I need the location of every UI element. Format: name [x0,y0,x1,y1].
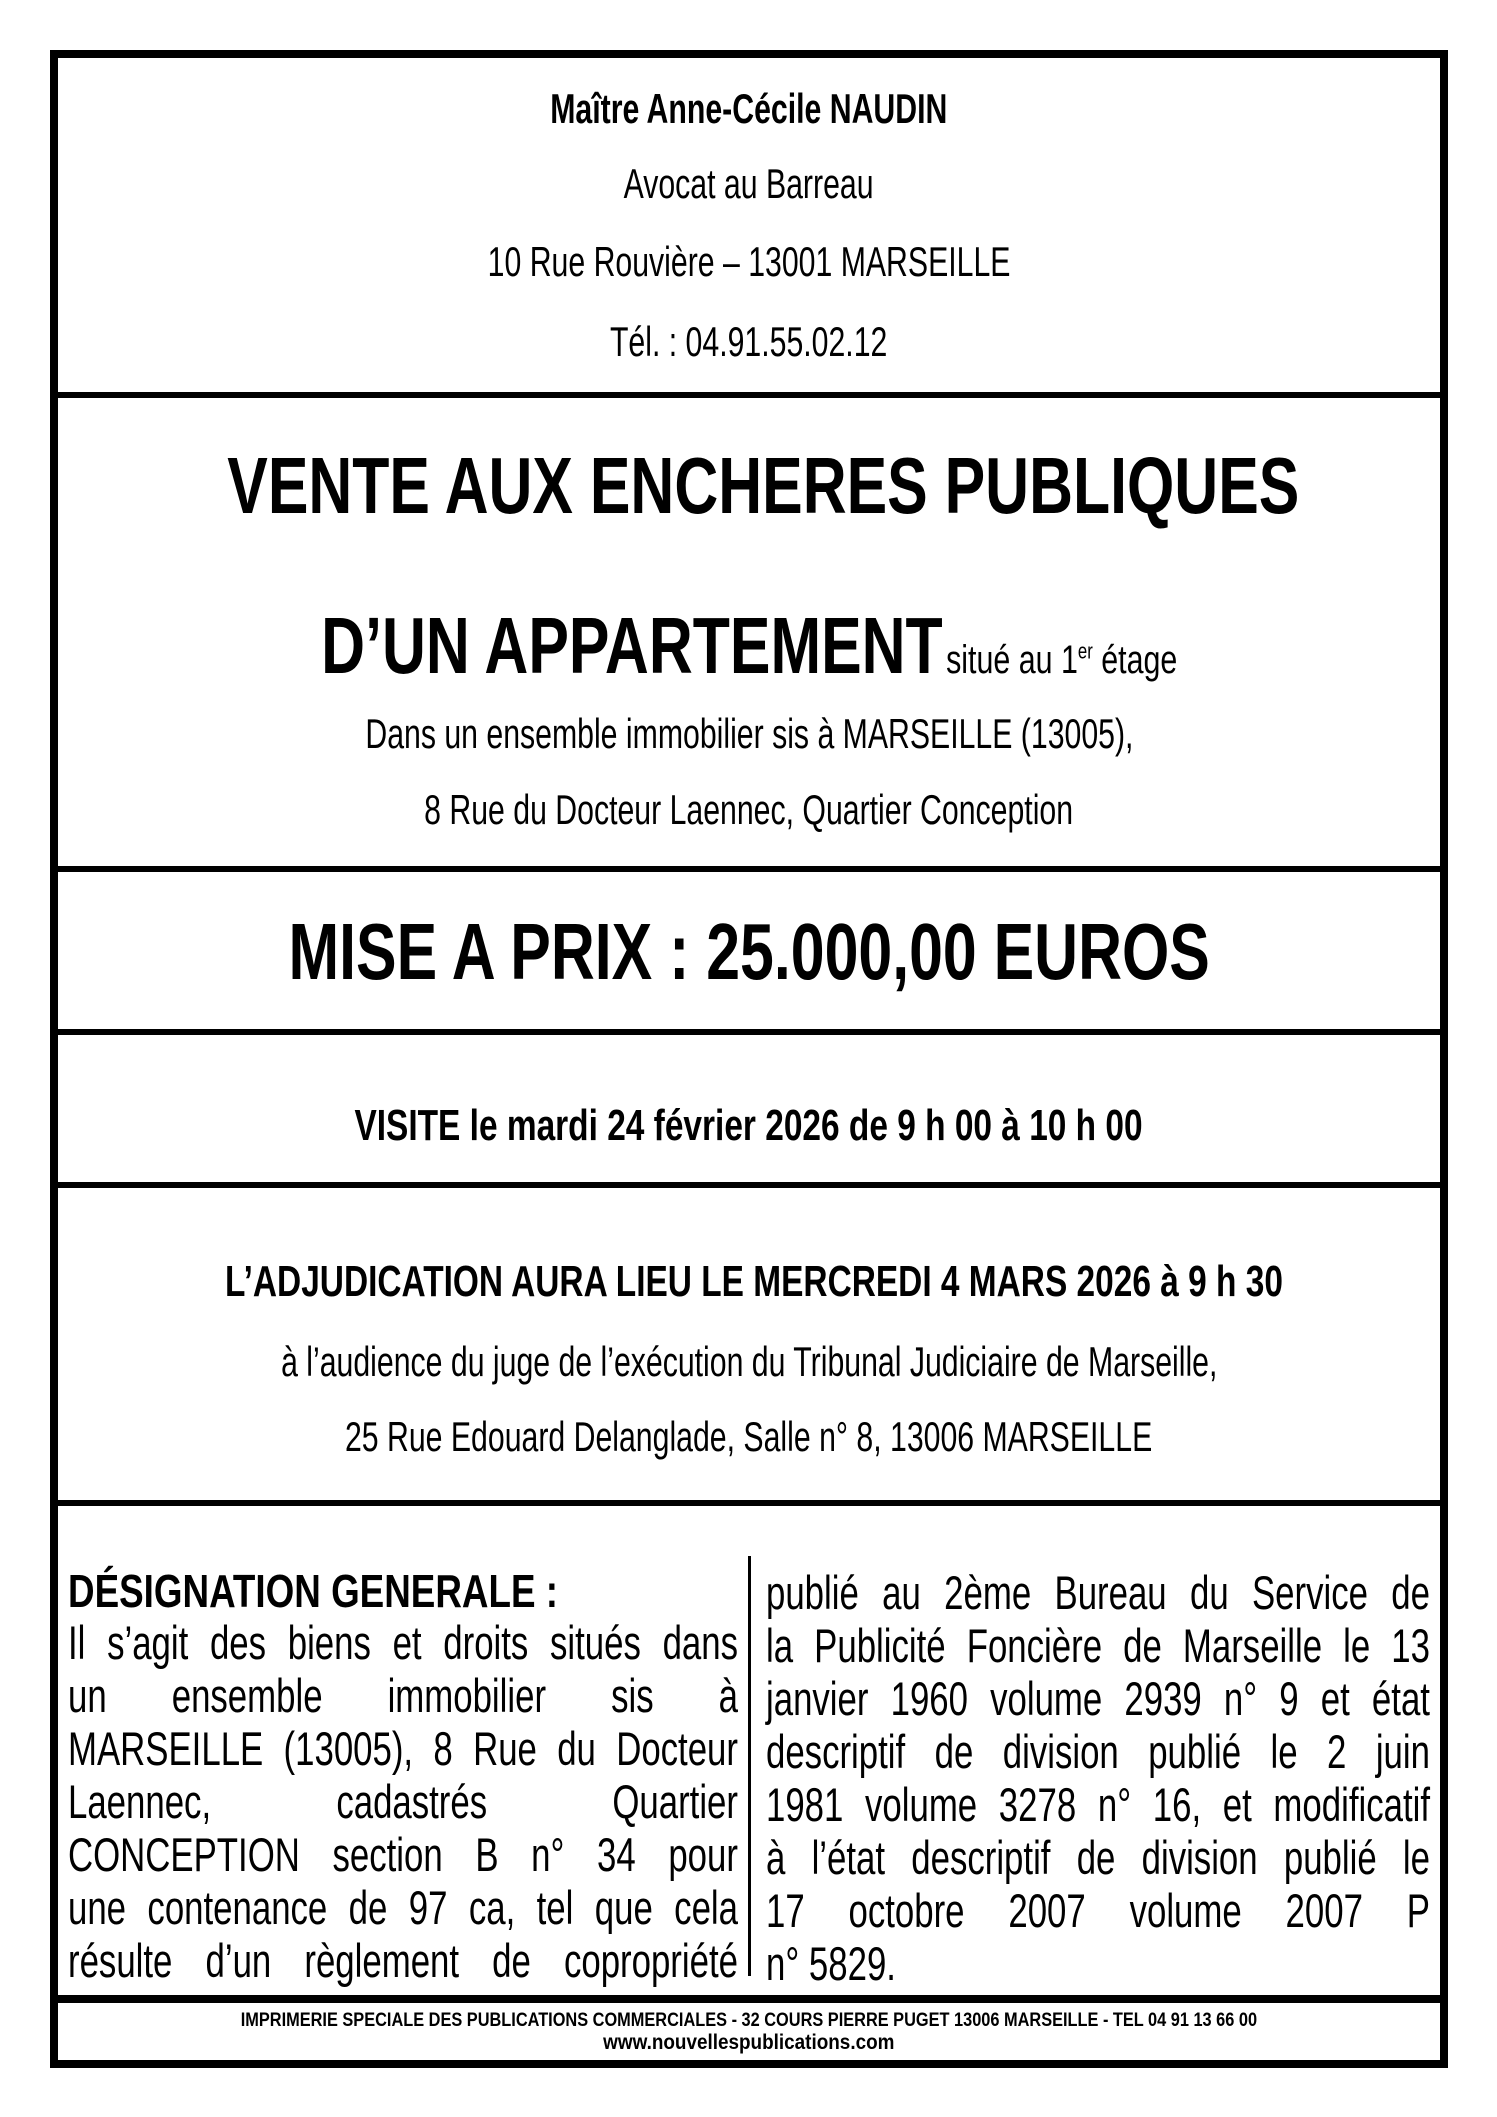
visit-label: VISITE [354,1101,461,1150]
adjudication-court [58,1336,1440,1388]
word: de [1391,1566,1430,1619]
word: volume [1129,1884,1242,1937]
lawyer-name [58,83,1440,135]
designation-line [68,1775,738,1828]
word: Bureau [1054,1566,1167,1619]
word: 17 [766,1884,805,1937]
lawyer-address-text: 10 Rue Rouvière – 13001 MARSEILLE [487,238,1011,285]
floor-info [946,638,1177,682]
word: 2007 [1285,1884,1363,1937]
adjudication-address-text: 25 Rue Edouard Delanglade, Salle n° 8, 13006 MARSEILLE [345,1413,1153,1460]
adjudication-headline [58,1254,1440,1310]
word: 9 [1279,1672,1299,1725]
designation-heading [68,1566,738,1616]
word: juin [1375,1725,1430,1778]
word: de [1076,1831,1116,1884]
adjudication-headline-text: L’ADJUDICATION AURA LIEU LE MERCREDI 4 MARS 2026 à 9 h 30 [225,1257,1283,1306]
designation-heading-text: DÉSIGNATION GENERALE : [68,1565,559,1617]
word: CONCEPTION [68,1828,300,1881]
word: descriptif [766,1725,906,1778]
word: du [1189,1566,1229,1619]
word: 2 [1327,1725,1347,1778]
word: de [934,1725,974,1778]
designation-left-column [68,1566,738,1987]
lawyer-name-text: Maître Anne-Cécile NAUDIN [550,85,948,132]
sale-title [58,438,1440,534]
designation-right-column [766,1566,1430,1990]
lawyer-title-text: Avocat au Barreau [624,160,874,207]
printer-info [58,2010,1440,2032]
adjudication-address [58,1411,1440,1463]
word: 2007 [1008,1884,1086,1937]
sale-title-text: VENTE AUX ENCHERES PUBLIQUES [227,441,1300,530]
word: descriptif [911,1831,1051,1884]
designation-left-text [68,1616,738,1987]
lawyer-address [58,236,1440,288]
floor-superscript: er [1077,638,1093,664]
word: publié [1283,1831,1377,1884]
word: l’état [811,1831,886,1884]
designation-line: MARSEILLE (13005), 8 Rue du Docteur [68,1722,738,1775]
word: à [718,1669,738,1722]
word: n° [531,1828,565,1881]
designation-line [766,1725,1430,1778]
word: et [1320,1672,1350,1725]
starting-price [58,904,1440,1000]
word: cadastrés [336,1775,488,1828]
visit-date: le mardi 24 février 2026 de 9 h 00 à 10 h 00 [460,1101,1144,1150]
starting-price-text: MISE A PRIX : 25.000,00 EUROS [288,907,1210,996]
word: 1960 [890,1672,968,1725]
section-divider [58,1182,1440,1188]
designation-right-text [766,1566,1430,1990]
column-rule [748,1556,751,1976]
visit-info [58,1098,1440,1154]
word: d’un [205,1934,272,1987]
lawyer-phone-text: Tél. : 04.91.55.02.12 [610,318,888,365]
word: P [1406,1884,1430,1937]
word: division [1002,1725,1119,1778]
designation-line [766,1831,1430,1884]
section-divider [58,392,1440,398]
word: au [882,1566,921,1619]
designation-line [766,1566,1430,1619]
designation-line [68,1669,738,1722]
floor-prefix: situé au 1 [945,638,1078,682]
word: ensemble [171,1669,323,1722]
location-line-1-text: Dans un ensemble immobilier sis à MARSEILLE (13005), [364,710,1134,757]
word: janvier [766,1672,869,1725]
word: résulte [68,1934,173,1987]
word: Service [1251,1566,1368,1619]
property-type: D’UN APPARTEMENT [320,601,943,690]
word: volume [990,1672,1103,1725]
lawyer-phone [58,316,1440,368]
word: de [492,1934,531,1987]
adjudication-court-text: à l’audience du juge de l’exécution du Tribunal Judiciaire de Marseille, [280,1338,1218,1385]
word: règlement [304,1934,460,1987]
designation-line: Il s’agit des biens et droits situés dans [68,1616,738,1669]
word: sis [611,1669,654,1722]
location-line-1 [58,708,1440,760]
designation-section [58,1506,1440,1995]
printer-info-text: IMPRIMERIE SPECIALE DES PUBLICATIONS COMMERCIALES - 32 COURS PIERRE PUGET 13006 MARSEILLE - TEL 04 91 13 66 00 [240,2010,1258,2031]
sale-subtitle-wrap [321,598,1177,717]
word: 34 [597,1828,636,1881]
floor-suffix: étage [1092,638,1178,682]
visit-info-wrap [355,1098,1143,1154]
word: état [1371,1672,1430,1725]
printer-website-link[interactable]: www.nouvellespublications.com [603,2031,895,2054]
word: 2ème [944,1566,1032,1619]
notice-frame [50,50,1448,2068]
word: Laennec, [68,1775,212,1828]
lawyer-title [58,158,1440,210]
location-line-2-text: 8 Rue du Docteur Laennec, Quartier Conception [424,786,1074,833]
designation-line: la Publicité Foncière de Marseille le 13 [766,1619,1430,1672]
word: publié [1148,1725,1242,1778]
designation-line [68,1934,738,1987]
word: Quartier [612,1775,738,1828]
word: pour [668,1828,738,1881]
word: division [1141,1831,1258,1884]
designation-line [766,1672,1430,1725]
word: immobilier [387,1669,547,1722]
sale-subtitle [58,598,1440,717]
designation-line [68,1828,738,1881]
section-divider [58,1029,1440,1035]
word: publié [766,1566,859,1619]
location-line-2 [58,784,1440,836]
word: à [766,1831,786,1884]
printer-website [58,2032,1440,2054]
word: n° [1223,1672,1258,1725]
word: un [68,1669,107,1722]
word: section [332,1828,443,1881]
word: octobre [848,1884,965,1937]
designation-line: 1981 volume 3278 n° 16, et modificatif [766,1778,1430,1831]
word: B [475,1828,499,1881]
section-divider [58,866,1440,872]
designation-line: une contenance de 97 ca, tel que cela [68,1881,738,1934]
designation-line [766,1884,1430,1937]
designation-line: n° 5829. [766,1937,896,1990]
word: le [1270,1725,1298,1778]
word: copropriété [563,1934,738,1987]
word: le [1402,1831,1430,1884]
footer-divider [58,1995,1440,2003]
word: 2939 [1124,1672,1202,1725]
